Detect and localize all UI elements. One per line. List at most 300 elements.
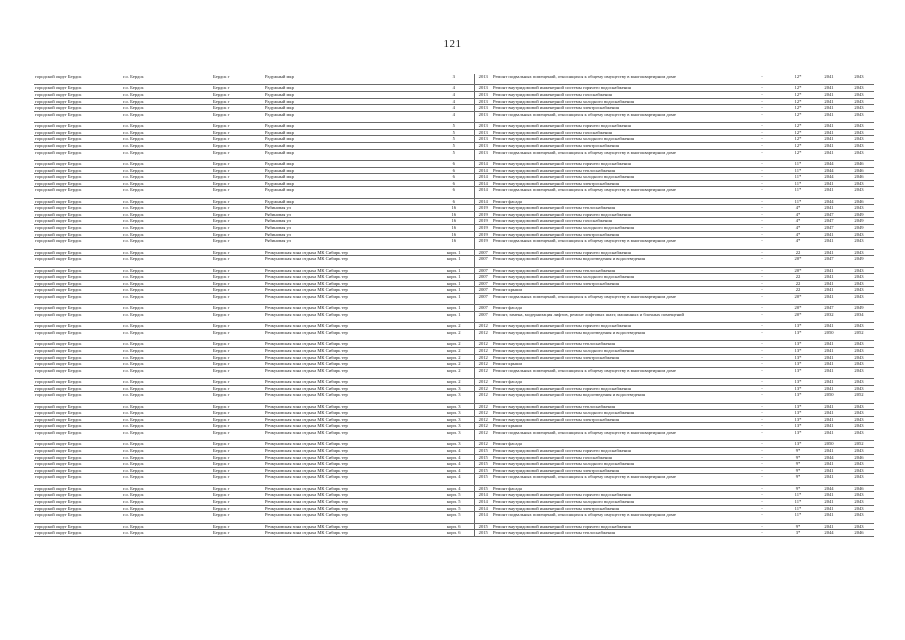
cell-house: корп. 1 — [434, 305, 474, 312]
cell-year: 2015 — [474, 461, 492, 468]
table-row — [34, 410, 874, 417]
cell-okrug: городской округ Бердск — [34, 448, 122, 455]
cell-from: 2041 — [814, 274, 844, 281]
cell-year: 2012 — [474, 392, 492, 403]
cell-street: Радужный мкр — [264, 105, 434, 112]
cell-house: корп. 4 — [434, 448, 474, 455]
cell-dash: - — [742, 174, 782, 181]
cell-from: 2041 — [814, 492, 844, 499]
cell-nasp: Бердск г — [212, 523, 264, 530]
cell-to: 2046 — [844, 198, 874, 205]
cell-work: Ремонт внутридомовой инженерной системы электроснабжения — [492, 505, 742, 512]
cell-term: 20* — [782, 256, 814, 267]
cell-work: Ремонт внутридомовой инженерной системы водоотведения и водоотведения — [492, 392, 742, 403]
cell-year: 2019 — [474, 211, 492, 218]
cell-term: 12* — [782, 111, 814, 122]
cell-house: корп. 4 — [434, 467, 474, 474]
cell-to: 2049 — [844, 218, 874, 225]
cell-from: 2047 — [814, 225, 844, 232]
cell-okrug: городской округ Бердск — [34, 379, 122, 386]
cell-house: корп. 3 — [434, 423, 474, 430]
cell-to: 2043 — [844, 385, 874, 392]
cell-okrug: городской округ Бердск — [34, 385, 122, 392]
cell-to: 2052 — [844, 392, 874, 403]
cell-nasp: Бердск г — [212, 267, 264, 274]
cell-poselenie: г.о. Бердск — [122, 198, 212, 205]
cell-to: 2046 — [844, 167, 874, 174]
table-row — [34, 305, 874, 312]
cell-to: 2049 — [844, 256, 874, 267]
cell-nasp: Бердск г — [212, 499, 264, 506]
cell-work: Ремонт внутридомовой инженерной системы горячего водоснабжения — [492, 448, 742, 455]
cell-nasp: Бердск г — [212, 474, 264, 485]
cell-poselenie: г.о. Бердск — [122, 410, 212, 417]
cell-to: 2043 — [844, 448, 874, 455]
cell-dash: - — [742, 474, 782, 485]
cell-dash: - — [742, 287, 782, 294]
cell-okrug: городской округ Бердск — [34, 347, 122, 354]
cell-to: 2043 — [844, 249, 874, 256]
cell-term: 13* — [782, 410, 814, 417]
cell-from: 2041 — [814, 98, 844, 105]
cell-to: 2043 — [844, 274, 874, 281]
cell-poselenie: г.о. Бердск — [122, 231, 212, 238]
cell-term: 9* — [782, 467, 814, 474]
cell-dash: - — [742, 218, 782, 225]
cell-dash: - — [742, 142, 782, 149]
cell-poselenie: г.о. Бердск — [122, 74, 212, 85]
cell-dash: - — [742, 98, 782, 105]
cell-street: Рябиновая ул — [264, 218, 434, 225]
cell-poselenie: г.о. Бердск — [122, 454, 212, 461]
cell-poselenie: г.о. Бердск — [122, 211, 212, 218]
cell-okrug: городской округ Бердск — [34, 361, 122, 368]
cell-term: 13* — [782, 341, 814, 348]
cell-nasp: Бердск г — [212, 149, 264, 160]
cell-from: 2041 — [814, 461, 844, 468]
cell-dash: - — [742, 367, 782, 378]
cell-poselenie: г.о. Бердск — [122, 129, 212, 136]
cell-year: 2013 — [474, 142, 492, 149]
cell-from: 2041 — [814, 430, 844, 441]
cell-nasp: Бердск г — [212, 74, 264, 85]
cell-okrug: городской округ Бердск — [34, 180, 122, 187]
cell-to: 2046 — [844, 530, 874, 537]
table-row — [34, 105, 874, 112]
cell-term: 11* — [782, 492, 814, 499]
cell-term: 13* — [782, 385, 814, 392]
cell-okrug: городской округ Бердск — [34, 416, 122, 423]
cell-house: 6 — [434, 174, 474, 181]
cell-from: 2041 — [814, 474, 844, 485]
cell-year: 2012 — [474, 403, 492, 410]
cell-from: 2041 — [814, 111, 844, 122]
cell-nasp: Бердск г — [212, 354, 264, 361]
cell-poselenie: г.о. Бердск — [122, 441, 212, 448]
cell-okrug: городской округ Бердск — [34, 287, 122, 294]
cell-house: 6 — [434, 167, 474, 174]
cell-work: Ремонт внутридомовой инженерной системы теплоснабжения — [492, 205, 742, 212]
cell-to: 2049 — [844, 225, 874, 232]
cell-year: 2015 — [474, 448, 492, 455]
cell-term: 11* — [782, 187, 814, 198]
cell-okrug: городской округ Бердск — [34, 238, 122, 249]
cell-term: 13* — [782, 423, 814, 430]
cell-house: корп. 4 — [434, 474, 474, 485]
cell-dash: - — [742, 499, 782, 506]
cell-work: Ремонт подвальных помещений, относящихся к общему имуществу в многоквартирном доме — [492, 238, 742, 249]
cell-nasp: Бердск г — [212, 274, 264, 281]
cell-nasp: Бердск г — [212, 347, 264, 354]
cell-dash: - — [742, 211, 782, 218]
table-row — [34, 461, 874, 468]
cell-year: 2007 — [474, 249, 492, 256]
cell-to: 2043 — [844, 294, 874, 305]
table-row — [34, 454, 874, 461]
cell-dash: - — [742, 111, 782, 122]
cell-poselenie: г.о. Бердск — [122, 430, 212, 441]
cell-work: Ремонт внутридомовой инженерной системы горячего водоснабжения — [492, 249, 742, 256]
cell-nasp: Бердск г — [212, 123, 264, 130]
cell-to: 2043 — [844, 323, 874, 330]
cell-year: 2012 — [474, 361, 492, 368]
cell-poselenie: г.о. Бердск — [122, 474, 212, 485]
capital-repair-table — [34, 74, 874, 537]
cell-okrug: городской округ Бердск — [34, 256, 122, 267]
cell-work: Ремонт внутридомовой инженерной системы теплоснабжения — [492, 403, 742, 410]
cell-term: 22 — [782, 287, 814, 294]
cell-year: 2019 — [474, 231, 492, 238]
cell-work: Ремонт внутридомовой инженерной системы электроснабжения — [492, 105, 742, 112]
cell-nasp: Бердск г — [212, 294, 264, 305]
cell-year: 2012 — [474, 341, 492, 348]
cell-work: Ремонт внутридомовой инженерной системы теплоснабжения — [492, 530, 742, 537]
cell-street: Речкуновская зона отдыха МК Сибирь тер — [264, 474, 434, 485]
cell-to: 2043 — [844, 347, 874, 354]
cell-from: 2044 — [814, 167, 844, 174]
cell-okrug: городской округ Бердск — [34, 74, 122, 85]
cell-house: корп. 1 — [434, 311, 474, 322]
cell-poselenie: г.о. Бердск — [122, 287, 212, 294]
cell-street: Рябиновая ул — [264, 231, 434, 238]
cell-term: 20* — [782, 305, 814, 312]
cell-poselenie: г.о. Бердск — [122, 523, 212, 530]
table-row — [34, 149, 874, 160]
cell-term: 13* — [782, 361, 814, 368]
cell-nasp: Бердск г — [212, 441, 264, 448]
cell-poselenie: г.о. Бердск — [122, 136, 212, 143]
cell-work: Ремонт внутридомовой инженерной системы горячего водоснабжения — [492, 385, 742, 392]
cell-dash: - — [742, 225, 782, 232]
cell-from: 2050 — [814, 392, 844, 403]
cell-house: корп. 6 — [434, 523, 474, 530]
cell-okrug: городской округ Бердск — [34, 392, 122, 403]
cell-okrug: городской округ Бердск — [34, 430, 122, 441]
cell-from: 2041 — [814, 385, 844, 392]
cell-year: 2014 — [474, 160, 492, 167]
cell-work: Ремонт внутридомовой инженерной системы теплоснабжения — [492, 167, 742, 174]
cell-nasp: Бердск г — [212, 305, 264, 312]
cell-term: 13* — [782, 416, 814, 423]
cell-dash: - — [742, 523, 782, 530]
cell-okrug: городской округ Бердск — [34, 474, 122, 485]
cell-term: 12* — [782, 85, 814, 92]
cell-nasp: Бердск г — [212, 187, 264, 198]
cell-from: 2047 — [814, 211, 844, 218]
cell-to: 2043 — [844, 111, 874, 122]
cell-year: 2012 — [474, 329, 492, 340]
cell-street: Радужный мкр — [264, 198, 434, 205]
cell-work: Ремонт фасада — [492, 379, 742, 386]
cell-house: корп. 3 — [434, 403, 474, 410]
cell-to: 2043 — [844, 403, 874, 410]
cell-from: 2041 — [814, 136, 844, 143]
cell-nasp: Бердск г — [212, 410, 264, 417]
cell-work: Ремонт внутридомовой инженерной системы холодного водоснабжения — [492, 98, 742, 105]
cell-house: корп. 4 — [434, 485, 474, 492]
cell-street: Радужный мкр — [264, 142, 434, 149]
cell-year: 2012 — [474, 423, 492, 430]
cell-street: Речкуновская зона отдыха МК Сибирь тер — [264, 305, 434, 312]
cell-okrug: городской округ Бердск — [34, 85, 122, 92]
cell-to: 2043 — [844, 231, 874, 238]
cell-street: Радужный мкр — [264, 74, 434, 85]
cell-to: 2043 — [844, 136, 874, 143]
cell-house: 16 — [434, 238, 474, 249]
cell-dash: - — [742, 354, 782, 361]
cell-house: 5 — [434, 129, 474, 136]
cell-dash: - — [742, 85, 782, 92]
cell-term: 4* — [782, 205, 814, 212]
cell-street: Речкуновская зона отдыха МК Сибирь тер — [264, 403, 434, 410]
cell-to: 2043 — [844, 461, 874, 468]
cell-okrug: городской округ Бердск — [34, 167, 122, 174]
cell-okrug: городской округ Бердск — [34, 403, 122, 410]
cell-year: 2013 — [474, 105, 492, 112]
cell-work: Ремонт фасада — [492, 441, 742, 448]
table-row — [34, 441, 874, 448]
cell-house: корп. 1 — [434, 274, 474, 281]
table-row — [34, 294, 874, 305]
table-row — [34, 198, 874, 205]
cell-street: Рябиновая ул — [264, 205, 434, 212]
cell-from: 2041 — [814, 105, 844, 112]
cell-poselenie: г.о. Бердск — [122, 329, 212, 340]
cell-term: 12* — [782, 74, 814, 85]
cell-work: Ремонт внутридомовой инженерной системы электроснабжения — [492, 142, 742, 149]
cell-nasp: Бердск г — [212, 367, 264, 378]
cell-from: 2041 — [814, 180, 844, 187]
cell-to: 2046 — [844, 160, 874, 167]
cell-term: 4* — [782, 211, 814, 218]
cell-from: 2041 — [814, 267, 844, 274]
cell-nasp: Бердск г — [212, 160, 264, 167]
cell-poselenie: г.о. Бердск — [122, 467, 212, 474]
cell-work: Ремонт фасада — [492, 305, 742, 312]
cell-from: 2041 — [814, 249, 844, 256]
cell-okrug: городской округ Бердск — [34, 142, 122, 149]
cell-street: Радужный мкр — [264, 149, 434, 160]
cell-year: 2012 — [474, 347, 492, 354]
cell-okrug: городской округ Бердск — [34, 461, 122, 468]
cell-poselenie: г.о. Бердск — [122, 361, 212, 368]
cell-poselenie: г.о. Бердск — [122, 341, 212, 348]
cell-nasp: Бердск г — [212, 205, 264, 212]
table-row — [34, 238, 874, 249]
cell-nasp: Бердск г — [212, 180, 264, 187]
cell-street: Радужный мкр — [264, 174, 434, 181]
cell-street: Речкуновская зона отдыха МК Сибирь тер — [264, 492, 434, 499]
table-row — [34, 367, 874, 378]
cell-to: 2046 — [844, 454, 874, 461]
cell-work: Ремонт подвальных помещений, относящихся к общему имуществу в многоквартирном доме — [492, 367, 742, 378]
cell-term: 22 — [782, 274, 814, 281]
cell-okrug: городской округ Бердск — [34, 485, 122, 492]
cell-work: Ремонт внутридомовой инженерной системы горячего водоснабжения — [492, 123, 742, 130]
cell-dash: - — [742, 329, 782, 340]
table-row — [34, 379, 874, 386]
cell-year: 2007 — [474, 294, 492, 305]
cell-house: корп. 3 — [434, 385, 474, 392]
cell-street: Речкуновская зона отдыха МК Сибирь тер — [264, 485, 434, 492]
cell-dash: - — [742, 267, 782, 274]
cell-dash: - — [742, 311, 782, 322]
cell-dash: - — [742, 379, 782, 386]
cell-dash: - — [742, 238, 782, 249]
table-row — [34, 474, 874, 485]
cell-from: 2041 — [814, 280, 844, 287]
cell-poselenie: г.о. Бердск — [122, 256, 212, 267]
cell-from: 2041 — [814, 187, 844, 198]
cell-poselenie: г.о. Бердск — [122, 530, 212, 537]
cell-from: 2044 — [814, 160, 844, 167]
cell-house: 5 — [434, 123, 474, 130]
cell-nasp: Бердск г — [212, 249, 264, 256]
cell-poselenie: г.о. Бердск — [122, 505, 212, 512]
cell-work: Ремонт внутридомовой инженерной системы горячего водоснабжения — [492, 211, 742, 218]
table-row — [34, 129, 874, 136]
cell-house: корп. 2 — [434, 361, 474, 368]
cell-term: 11* — [782, 198, 814, 205]
cell-work: Ремонт фасада — [492, 485, 742, 492]
cell-year: 2014 — [474, 180, 492, 187]
cell-okrug: городской округ Бердск — [34, 523, 122, 530]
cell-nasp: Бердск г — [212, 280, 264, 287]
cell-year: 2015 — [474, 485, 492, 492]
cell-term: 11* — [782, 174, 814, 181]
cell-term: 22 — [782, 249, 814, 256]
cell-dash: - — [742, 231, 782, 238]
cell-year: 2014 — [474, 512, 492, 523]
table-row — [34, 123, 874, 130]
cell-from: 2047 — [814, 305, 844, 312]
cell-nasp: Бердск г — [212, 416, 264, 423]
cell-term: 13* — [782, 354, 814, 361]
cell-street: Речкуновская зона отдыха МК Сибирь тер — [264, 392, 434, 403]
cell-poselenie: г.о. Бердск — [122, 105, 212, 112]
cell-okrug: городской округ Бердск — [34, 187, 122, 198]
cell-to: 2043 — [844, 499, 874, 506]
table-row — [34, 187, 874, 198]
cell-street: Речкуновская зона отдыха МК Сибирь тер — [264, 430, 434, 441]
cell-poselenie: г.о. Бердск — [122, 98, 212, 105]
cell-work: Ремонт внутридомовой инженерной системы электроснабжения — [492, 354, 742, 361]
cell-poselenie: г.о. Бердск — [122, 85, 212, 92]
cell-poselenie: г.о. Бердск — [122, 512, 212, 523]
cell-work: Ремонт подвальных помещений, относящихся к общему имуществу в многоквартирном доме — [492, 74, 742, 85]
cell-house: корп. 1 — [434, 287, 474, 294]
cell-okrug: городской округ Бердск — [34, 305, 122, 312]
cell-from: 2047 — [814, 256, 844, 267]
table-row — [34, 111, 874, 122]
cell-poselenie: г.о. Бердск — [122, 205, 212, 212]
cell-year: 2019 — [474, 218, 492, 225]
cell-from: 2041 — [814, 512, 844, 523]
cell-dash: - — [742, 347, 782, 354]
cell-year: 2007 — [474, 287, 492, 294]
table-row — [34, 385, 874, 392]
cell-house: корп. 4 — [434, 454, 474, 461]
cell-street: Радужный мкр — [264, 111, 434, 122]
cell-house: корп. 3 — [434, 410, 474, 417]
cell-term: 12* — [782, 142, 814, 149]
cell-dash: - — [742, 74, 782, 85]
cell-to: 2043 — [844, 74, 874, 85]
cell-from: 2041 — [814, 423, 844, 430]
cell-dash: - — [742, 492, 782, 499]
cell-dash: - — [742, 105, 782, 112]
cell-street: Радужный мкр — [264, 187, 434, 198]
cell-okrug: городской округ Бердск — [34, 354, 122, 361]
table-row — [34, 416, 874, 423]
cell-street: Радужный мкр — [264, 160, 434, 167]
cell-term: 4* — [782, 225, 814, 232]
cell-work: Ремонт внутридомовой инженерной системы электроснабжения — [492, 231, 742, 238]
page-number: 121 — [443, 38, 462, 50]
table-row — [34, 423, 874, 430]
cell-term: 11* — [782, 180, 814, 187]
cell-okrug: городской округ Бердск — [34, 111, 122, 122]
cell-to: 2049 — [844, 211, 874, 218]
cell-to: 2052 — [844, 329, 874, 340]
cell-work: Ремонт внутридомовой инженерной системы теплоснабжения — [492, 267, 742, 274]
table-row — [34, 499, 874, 506]
cell-to: 2046 — [844, 174, 874, 181]
cell-street: Речкуновская зона отдыха МК Сибирь тер — [264, 423, 434, 430]
cell-street: Речкуновская зона отдыха МК Сибирь тер — [264, 287, 434, 294]
cell-dash: - — [742, 423, 782, 430]
cell-poselenie: г.о. Бердск — [122, 111, 212, 122]
cell-dash: - — [742, 430, 782, 441]
cell-to: 2046 — [844, 485, 874, 492]
table-row — [34, 311, 874, 322]
cell-dash: - — [742, 167, 782, 174]
cell-house: 6 — [434, 198, 474, 205]
cell-term: 13* — [782, 379, 814, 386]
cell-year: 2012 — [474, 385, 492, 392]
cell-poselenie: г.о. Бердск — [122, 280, 212, 287]
cell-term: 13* — [782, 329, 814, 340]
cell-to: 2043 — [844, 238, 874, 249]
cell-from: 2041 — [814, 403, 844, 410]
cell-to: 2049 — [844, 305, 874, 312]
cell-street: Речкуновская зона отдыха МК Сибирь тер — [264, 523, 434, 530]
cell-term: 12* — [782, 98, 814, 105]
cell-term: 13* — [782, 323, 814, 330]
cell-to: 2043 — [844, 492, 874, 499]
cell-house: 5 — [434, 142, 474, 149]
cell-house: корп. 4 — [434, 461, 474, 468]
